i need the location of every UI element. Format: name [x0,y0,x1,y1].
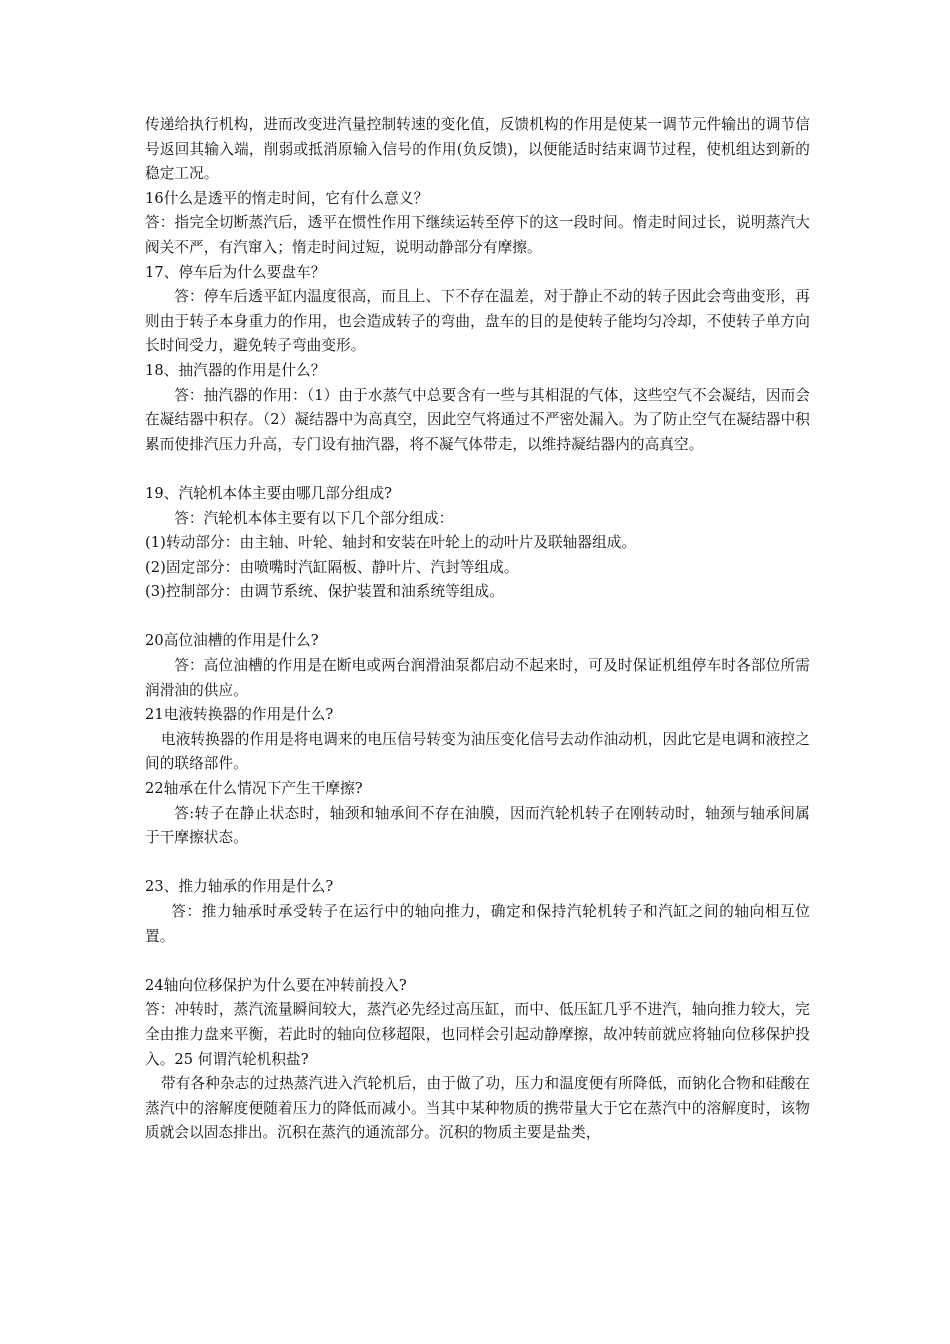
answer-paragraph: (3)控制部分：由调节系统、保护装置和油系统等组成。 [145,583,504,601]
answer-paragraph: 答：高位油槽的作用是在断电或两台润滑油泵都启动不起来时，可及时保证机组停车时各部位所需润滑油的供应。 [145,657,810,699]
answer-paragraph: 带有各种杂志的过热蒸汽进入汽轮机后，由于做了功，压力和温度便有所降低，而钠化合物和硅酸在蒸汽中的溶解度便随着压力的降低而减小。当其中某种物质的携带量大于它在蒸汽中的溶解度时，该物质就会以固态排出。沉积在蒸汽的通流部分。沉积的物质主要是盐类， [145,1075,810,1142]
answer-paragraph: (2)固定部分：由喷嘴时汽缸隔板、静叶片、汽封等组成。 [145,558,519,576]
answer-paragraph: 答：汽轮机本体主要有以下几个部分组成： [174,509,454,527]
document-body [145,113,810,1146]
answer-paragraph: 答:转子在静止状态时，轴颈和轴承间不存在油膜，因而汽轮机转子在刚转动时，轴颈与轴承间属于干摩擦状态。 [145,804,810,847]
blank-line [145,851,810,876]
answer-paragraph: 答：冲转时，蒸汽流量瞬间较大，蒸汽必先经过高压缸，而中、低压缸几乎不进汽，轴向推力较大，完全由推力盘来平衡，若此时的轴向位移超限，也同样会引起动静摩擦，故冲转前就应将轴向位移保护投入。25 何谓汽轮机积盐? [145,1001,810,1068]
question-heading: 21电液转换器的作用是什么? [145,706,334,724]
answer-paragraph: 答：抽汽器的作用：（1）由于水蒸气中总要含有一些与其相混的气体，这些空气不会凝结，因而会在凝结器中积存。（2）凝结器中为高真空，因此空气将通过不严密处漏入。为了防止空气在凝结器中积累而使排汽压力升高，专门设有抽汽器，将不凝气体带走，以维持凝结器内的高真空。 [145,386,810,453]
answer-paragraph: 答：停车后透平缸内温度很高，而且上、下不存在温差，对于静止不动的转子因此会弯曲变形，再则由于转子本身重力的作用，也会造成转子的弯曲，盘车的目的是使转子能均匀冷却，不使转子单方向长时间受力，避免转子弯曲变形。 [145,288,810,355]
blank-line [145,605,810,630]
question-heading: 17、停车后为什么要盘车？ [145,263,326,281]
blank-line [145,457,810,482]
blank-line [145,949,810,974]
question-heading: 18、抽汽器的作用是什么？ [145,361,326,379]
question-heading: 24轴向位移保护为什么要在冲转前投入? [145,976,407,994]
question-heading: 19、汽轮机本体主要由哪几部分组成? [145,484,393,502]
answer-paragraph: 答：指完全切断蒸汽后，透平在惯性作用下继续运转至停下的这一段时间。惰走时间过长，说明蒸汽大阀关不严，有汽窜入；惰走时间过短，说明动静部分有摩擦。 [145,214,810,256]
question-heading: 23、推力轴承的作用是什么? [145,878,334,896]
question-heading: 16什么是透平的惰走时间，它有什么意义？ [145,189,429,207]
answer-paragraph: (1)转动部分：由主轴、叶轮、轴封和安装在叶轮上的动叶片及联轴器组成。 [145,534,637,552]
answer-paragraph: 答：推力轴承时承受转子在运行中的轴向推力，确定和保持汽轮机转子和汽缸之间的轴向相互位置。 [145,903,810,945]
question-heading: 22轴承在什么情况下产生干摩擦? [145,780,363,798]
answer-paragraph: 电液转换器的作用是将电调来的电压信号转变为油压变化信号去动作油动机，因此它是电调和液控之间的联络部件。 [145,730,810,773]
question-heading: 20高位油槽的作用是什么? [145,632,319,650]
answer-paragraph: 传递给执行机构，进而改变进汽量控制转速的变化值，反馈机构的作用是使某一调节元件输出的调节信号返回其输入端，削弱或抵消原输入信号的作用(负反馈)，以便能适时结束调节过程，使机组达到新的稳定工况。 [145,116,810,183]
